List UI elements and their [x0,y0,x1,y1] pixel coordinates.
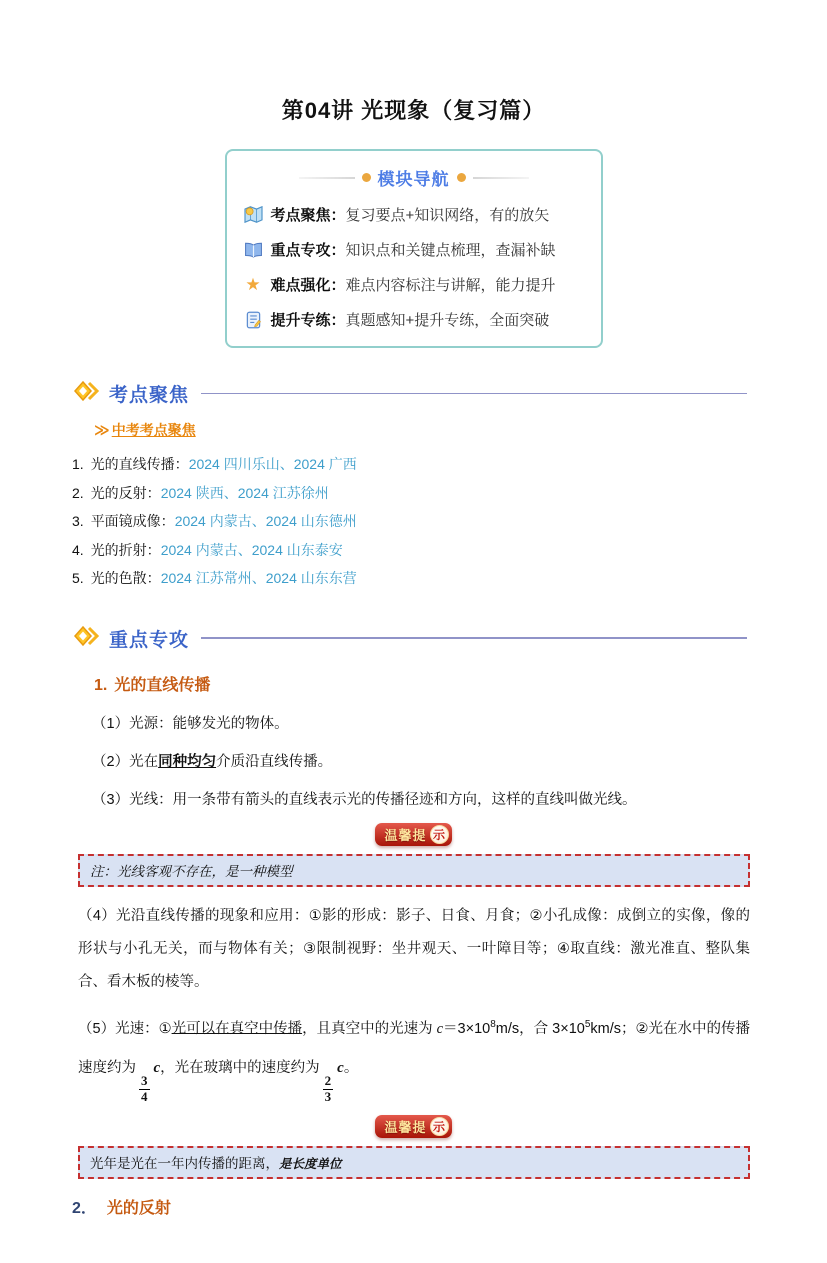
exam-point-list [72,450,827,593]
note-box-model: 注：光线客观不存在，是一种模型 [78,854,750,887]
topic-heading-2: 2． 光的反射 [72,1200,171,1218]
page-title: 第04讲 光现象（复习篇） [281,98,546,123]
nav-item-zhongdianzhuangong [243,239,585,260]
exam-references: 2024 四川乐山、2024 广西 [188,456,357,472]
warm-tip-badge: 温馨提 示 [375,1115,451,1138]
focus-subtitle: ≫ 中考考点聚焦 [94,422,196,439]
warm-tip-badge: 温馨提 示 [375,823,451,846]
section-divider-line [201,637,747,639]
tip-circle-icon: 示 [430,1117,449,1136]
note-box-light-year: 光年是光在一年内传播的距离，是长度单位 [78,1146,750,1179]
tip-badge-wrap [0,1115,827,1138]
nav-item-desc: 难点内容标注与讲解，能力提升 [345,277,556,294]
list-item: 5. 光的色散：2024 江苏常州、2024 山东东营 [72,570,357,586]
list-item: 3. 平面镜成像：2024 内蒙古、2024 山东德州 [72,513,357,529]
underlined-phrase: 光可以在真空中传播 [171,1020,303,1037]
nav-item-label: 提升专练： [270,312,346,329]
dot-icon [457,173,466,182]
tip-badge-wrap [0,823,827,846]
nav-item-desc: 真题感知+提升专练，全面突破 [345,312,550,329]
exam-references: 2024 江苏常州、2024 山东东营 [160,570,357,586]
list-item: 2. 光的反射：2024 陕西、2024 江苏徐州 [72,484,329,501]
nav-item-kaodianjujiao [243,204,585,225]
variable-c: c [436,1020,444,1037]
star-icon: ★ [245,275,261,294]
section-title: 考点聚焦 [109,385,190,406]
nav-item-nandianqianghua [243,274,585,295]
document-page [0,94,827,1263]
variable-c: c [337,1060,344,1077]
nav-item-label: 考点聚焦： [270,207,346,224]
nav-item-label: 难点强化： [270,277,346,294]
dot-icon [362,173,371,182]
map-icon [243,205,264,224]
module-nav-title: 模块导航 [377,170,450,189]
nav-item-desc: 复习要点+知识网络，有的放矢 [345,207,550,224]
book-icon [243,240,264,259]
tip-circle-icon: 示 [430,825,449,844]
list-item: 1. 光的直线传播：2024 四川乐山、2024 广西 [72,456,357,472]
nav-item-desc: 知识点和关键点梳理，查漏补缺 [345,242,556,259]
paragraph-propagation: （2）光在同种均匀介质沿直线传播。 [92,753,333,770]
exam-references: 2024 内蒙古、2024 山东泰安 [160,541,343,558]
fraction-three-quarters: $\frac{3}{4}$ [141,1073,148,1105]
nav-item-tishengzhuanlian [243,309,585,330]
fraction-two-thirds: $\frac{2}{3}$ [324,1073,332,1105]
paragraph-light-source: （1）光源：能够发光的物体。 [92,715,289,732]
diamond-icon [74,380,102,407]
paragraph-applications: （4）光沿直线传播的现象和应用：①影的形成：影子、日食、月食；②小孔成像：成倒立的实像，像的形状与小孔无关，而与物体有关；③限制视野：坐井观天、一叶障目等；④取直线：激光准直、整队集合、看木板的棱等。 [78,907,750,990]
decorative-line [473,177,529,179]
decorative-line [299,177,355,179]
section-header-key [74,625,747,652]
exam-references: 2024 内蒙古、2024 山东德州 [174,513,357,529]
topic-heading-1: 1. 光的直线传播 [94,676,211,694]
exam-references: 2024 陕西、2024 江苏徐州 [160,484,329,501]
module-nav-box [225,149,603,348]
nav-item-label: 重点专攻： [270,242,346,259]
section-header-focus [74,380,747,407]
paragraph-light-ray: （3）光线：用一条带有箭头的直线表示光的传播径迹和方向，这样的直线叫做光线。 [92,791,637,808]
notebook-icon [243,310,264,329]
section-divider-line [201,393,747,395]
emphasized-term: 是长度单位 [279,1157,342,1172]
variable-c: c [153,1060,161,1077]
section-title: 重点专攻 [109,629,190,651]
diamond-icon [74,625,102,652]
chevrons-icon: ≫ [94,422,110,439]
emphasized-term: 同种均匀 [158,753,217,770]
list-item: 4. 光的折射：2024 内蒙古、2024 山东泰安 [72,541,343,558]
module-nav-header [243,165,585,190]
paragraph-light-speed: （5）光速：①光可以在真空中传播，且真空中的光速为 $c=3\times 10^8m/s$，合 $3\times 10^5km/s$；②光在水中的传播速度约为 $\frac{3}{4}$ c，光在玻璃中的速度约为 $\frac{2}{3}$ c。 [78,1018,750,1105]
